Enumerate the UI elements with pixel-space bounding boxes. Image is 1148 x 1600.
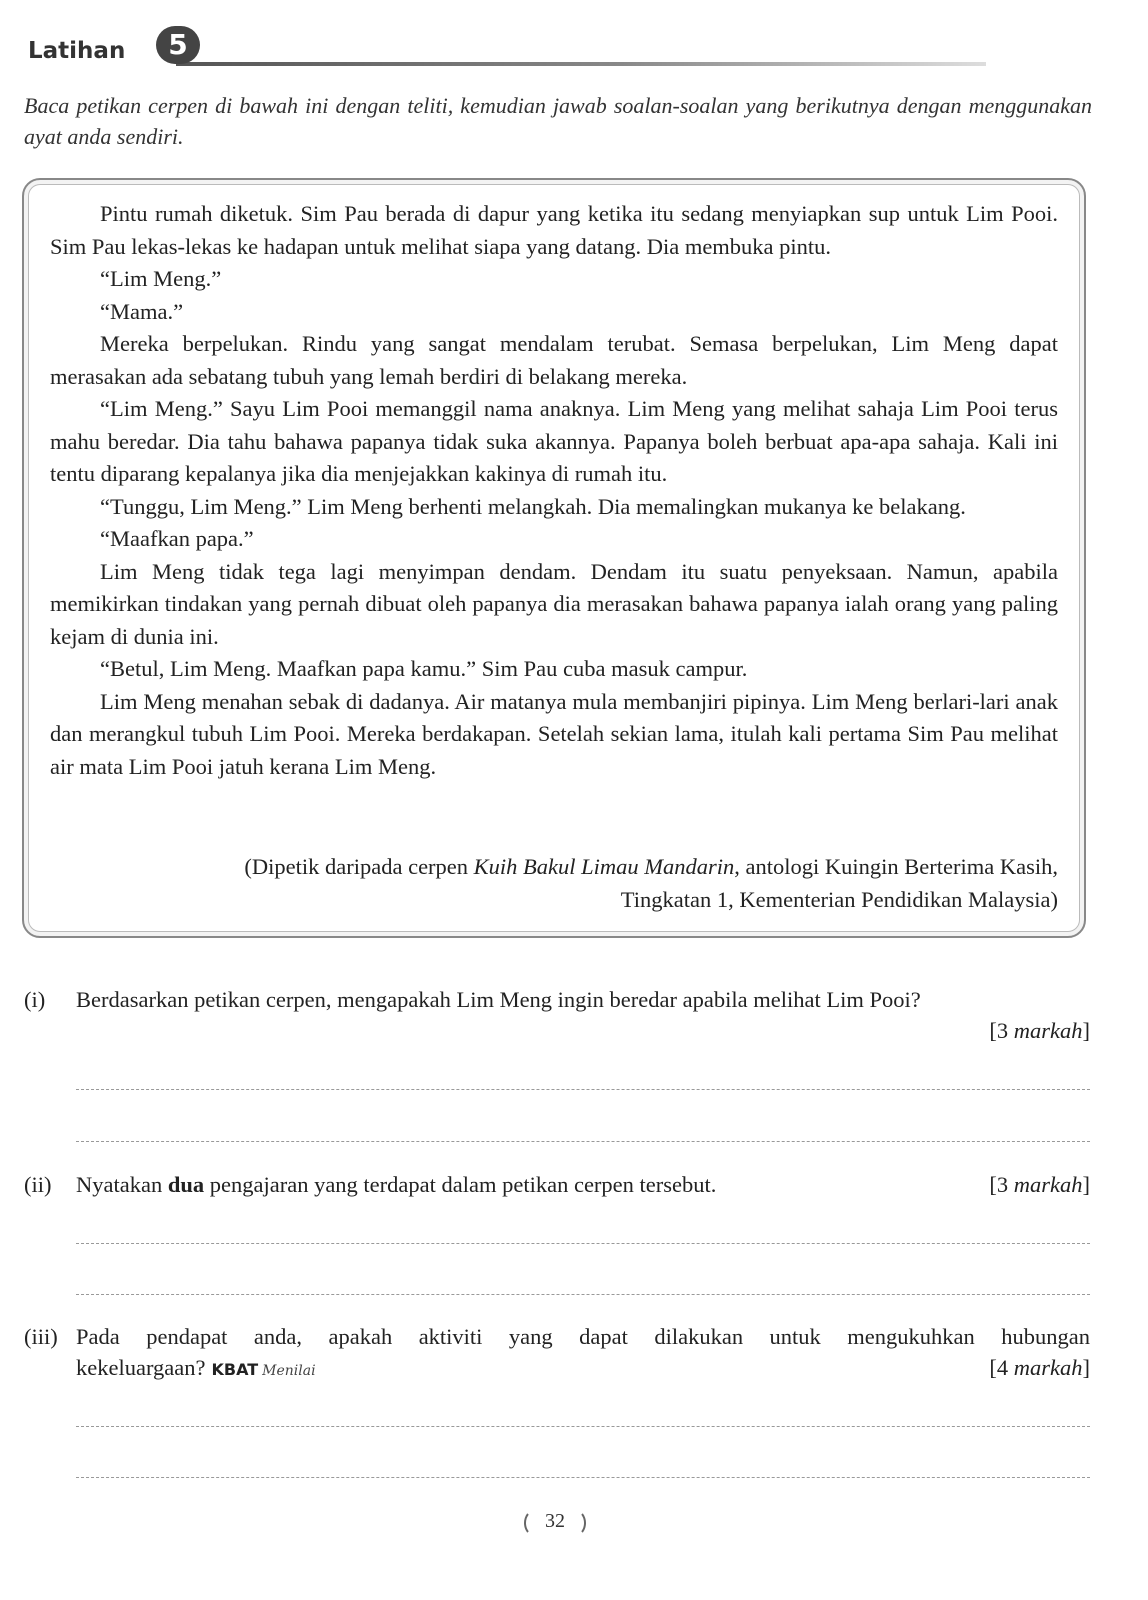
question-text: Berdasarkan petikan cerpen, mengapakah Lim Meng ingin beredar apabila melihat Lim Pooi? bbox=[76, 987, 921, 1012]
marks-number: [3 bbox=[989, 1018, 1014, 1043]
passage-paragraph: “Maafkan papa.” bbox=[100, 526, 254, 551]
kbat-subtag: Menilai bbox=[262, 1363, 316, 1379]
source-suffix: , antologi Kuingin Berterima Kasih, bbox=[734, 854, 1058, 879]
question-text-line: Pada pendapat anda, apakah aktiviti yang dapat dilakukan untuk mengukuhkan hubungan bbox=[76, 1324, 1090, 1349]
marks-number: [3 bbox=[989, 1172, 1014, 1197]
marks-number: [4 bbox=[989, 1355, 1014, 1380]
passage-paragraph: “Mama.” bbox=[100, 298, 184, 324]
question-text-part: pengajaran yang terdapat dalam petikan cerpen tersebut. bbox=[204, 1172, 717, 1197]
exercise-label: Latihan bbox=[28, 38, 126, 64]
passage-paragraph: Pintu rumah diketuk. Sim Pau berada di dapur yang ketika itu sedang menyiapkan sup untuk Lim Pooi. Sim Pau lekas-lekas ke hadapan untuk melihat siapa yang datang. Dia membuka pintu. bbox=[50, 201, 1058, 259]
answer-line[interactable] bbox=[76, 1243, 1090, 1244]
marks-word: markah bbox=[1013, 1172, 1083, 1197]
question-marks bbox=[989, 1169, 1090, 1200]
question-2 bbox=[24, 1169, 1090, 1200]
marks-close: ] bbox=[1082, 1018, 1090, 1043]
marks-close: ] bbox=[1082, 1172, 1090, 1197]
answer-line[interactable] bbox=[76, 1089, 1090, 1090]
passage-paragraph: “Betul, Lim Meng. Maafkan papa kamu.” Sim Pau cuba masuk campur. bbox=[100, 656, 748, 681]
source-prefix: (Dipetik daripada cerpen bbox=[244, 854, 474, 879]
question-text-part: kekeluargaan? bbox=[76, 1355, 206, 1380]
kbat-tag: KBAT bbox=[211, 1360, 259, 1379]
marks-word: markah bbox=[1013, 1355, 1083, 1380]
question-number: (iii) bbox=[24, 1324, 58, 1349]
answer-line[interactable] bbox=[76, 1477, 1090, 1478]
answer-line[interactable] bbox=[76, 1294, 1090, 1295]
question-text bbox=[76, 1169, 1090, 1200]
question-text bbox=[76, 1321, 1090, 1387]
source-title: Kuih Bakul Limau Mandarin bbox=[473, 854, 735, 879]
page-number: 32 bbox=[520, 1506, 590, 1536]
question-marks bbox=[989, 1352, 1090, 1383]
question-text-bold: dua bbox=[167, 1172, 205, 1197]
passage-paragraph: Lim Meng menahan sebak di dadanya. Air matanya mula membanjiri pipinya. Lim Meng berlari-lari anak dan merangkul tubuh Lim Pooi. Mereka berdakapan. Setelah sekian lama, itulah kali pertama Sim Pau melihat air mata Lim Pooi jatuh kerana Lim Meng. bbox=[50, 688, 1058, 779]
marks-close: ] bbox=[1082, 1355, 1090, 1380]
question-marks bbox=[24, 1015, 1090, 1046]
passage-paragraph: Lim Meng tidak tega lagi menyimpan dendam. Dendam itu suatu penyeksaan. Namun, apabila memikirkan tindakan yang pernah dibuat oleh papanya dia merasakan bahawa papanya ialah orang yang paling kejam di dunia ini. bbox=[50, 558, 1058, 649]
question-text-line-2 bbox=[76, 1352, 1090, 1387]
marks-word: markah bbox=[1013, 1018, 1083, 1043]
source-line-1 bbox=[50, 850, 1058, 883]
answer-line[interactable] bbox=[76, 1141, 1090, 1142]
answer-line[interactable] bbox=[76, 1426, 1090, 1427]
question-number: (ii) bbox=[24, 1172, 52, 1197]
passage-paragraph: “Tunggu, Lim Meng.” Lim Meng berhenti melangkah. Dia memalingkan mukanya ke belakang. bbox=[100, 493, 966, 519]
question-text-part: Nyatakan bbox=[76, 1172, 168, 1197]
passage-source bbox=[50, 850, 1058, 916]
exercise-header bbox=[26, 26, 986, 70]
header-rule bbox=[176, 62, 986, 66]
question-3 bbox=[24, 1321, 1090, 1387]
instruction-text: Baca petikan cerpen di bawah ini dengan teliti, kemudian jawab soalan-soalan yang berikutnya dengan menggunakan ayat anda sendiri. bbox=[24, 93, 1092, 149]
passage-paragraph: “Lim Meng.” bbox=[100, 266, 222, 291]
passage bbox=[50, 198, 1058, 783]
passage-paragraph: Mereka berpelukan. Rindu yang sangat mendalam terubat. Semasa berpelukan, Lim Meng dapat merasakan ada sebatang tubuh yang lemah berdiri di belakang mereka. bbox=[50, 331, 1058, 389]
source-line-2: Tingkatan 1, Kementerian Pendidikan Malaysia) bbox=[620, 887, 1058, 912]
exercise-number-badge: 5 bbox=[156, 26, 200, 64]
passage-paragraph: “Lim Meng.” Sayu Lim Pooi memanggil nama anaknya. Lim Meng yang melihat sahaja Lim Pooi terus mahu beredar. Dia tahu bahawa papanya tidak suka akannya. Papanya boleh berbuat apa-apa sahaja. Kali ini tentu diparang kepalanya jika dia menjejakkan kakinya di rumah itu. bbox=[50, 396, 1058, 486]
question-number: (i) bbox=[24, 987, 46, 1012]
question-1 bbox=[24, 984, 1090, 1046]
